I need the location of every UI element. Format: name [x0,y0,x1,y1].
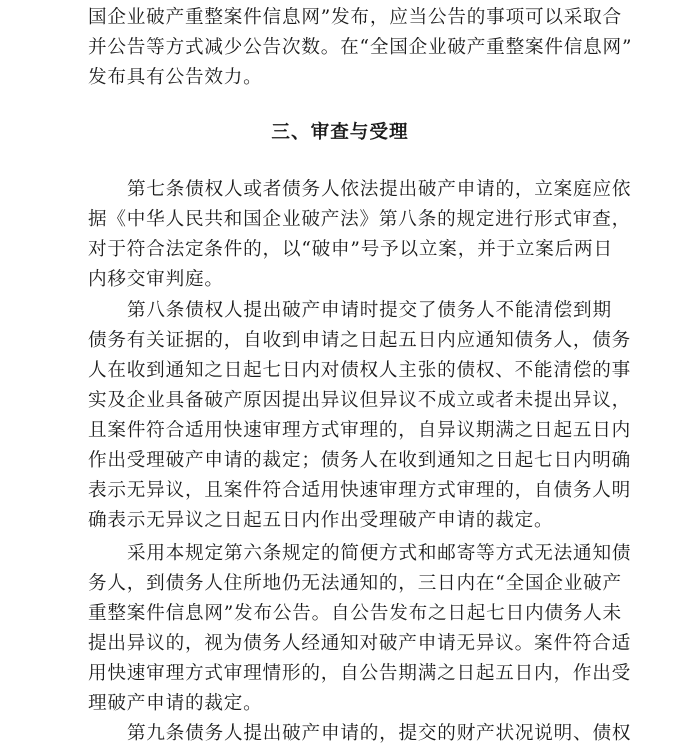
article8-line-4: 实及企业具备破产原因提出异议但异议不成立或者未提出异议， [88,390,632,411]
article8-line-1: 第八条债权人提出破产申请时提交了债务人不能清偿到期 [127,300,612,321]
section-heading: 三、审查与受理 [271,122,409,143]
article8-line-7: 表示无异议，且案件符合适用快速审理方式审理的，自债务人明 [88,480,632,501]
article9-line-1: 第九条债务人提出破产申请的，提交的财产状况说明、债权 [127,723,632,744]
notice-line-6: 理破产申请的裁定。 [88,693,263,714]
intro-line-1: 国企业破产重整案件信息网”发布，应当公告的事项可以采取合 [88,7,622,28]
intro-line-2: 并公告等方式减少公告次数。在“全国企业破产重整案件信息网” [88,37,633,58]
article7-line-4: 内移交审判庭。 [88,269,224,290]
article8-line-5: 且案件符合适用快速审理方式审理的，自异议期满之日起五日内 [88,420,632,441]
notice-line-3: 重整案件信息网”发布公告。自公告发布之日起七日内债务人未 [88,603,622,624]
article8-line-3: 人在收到通知之日起七日内对债权人主张的债权、不能清偿的事 [88,360,632,381]
notice-line-2: 务人，到债务人住所地仍无法通知的，三日内在“全国企业破产 [88,573,622,594]
article8-line-6: 作出受理破产申请的裁定；债务人在收到通知之日起七日内明确 [88,450,632,471]
notice-line-4: 提出异议的，视为债务人经通知对破产申请无异议。案件符合适 [88,633,632,654]
article7-line-1: 第七条债权人或者债务人依法提出破产申请的，立案庭应依 [127,179,632,200]
article8-line-8: 确表示无异议之日起五日内作出受理破产申请的裁定。 [88,510,554,531]
notice-line-1: 采用本规定第六条规定的简便方式和邮寄等方式无法通知债 [127,543,632,564]
article7-line-2: 据《中华人民共和国企业破产法》第八条的规定进行形式审查， [88,209,632,230]
article8-line-2: 债务有关证据的，自收到申请之日起五日内应通知债务人，债务 [88,330,632,351]
article7-line-3: 对于符合法定条件的，以“破申”号予以立案，并于立案后两日 [88,239,613,260]
notice-line-5: 用快速审理方式审理情形的，自公告期满之日起五日内，作出受 [88,663,632,684]
intro-line-3: 发布具有公告效力。 [88,67,263,88]
